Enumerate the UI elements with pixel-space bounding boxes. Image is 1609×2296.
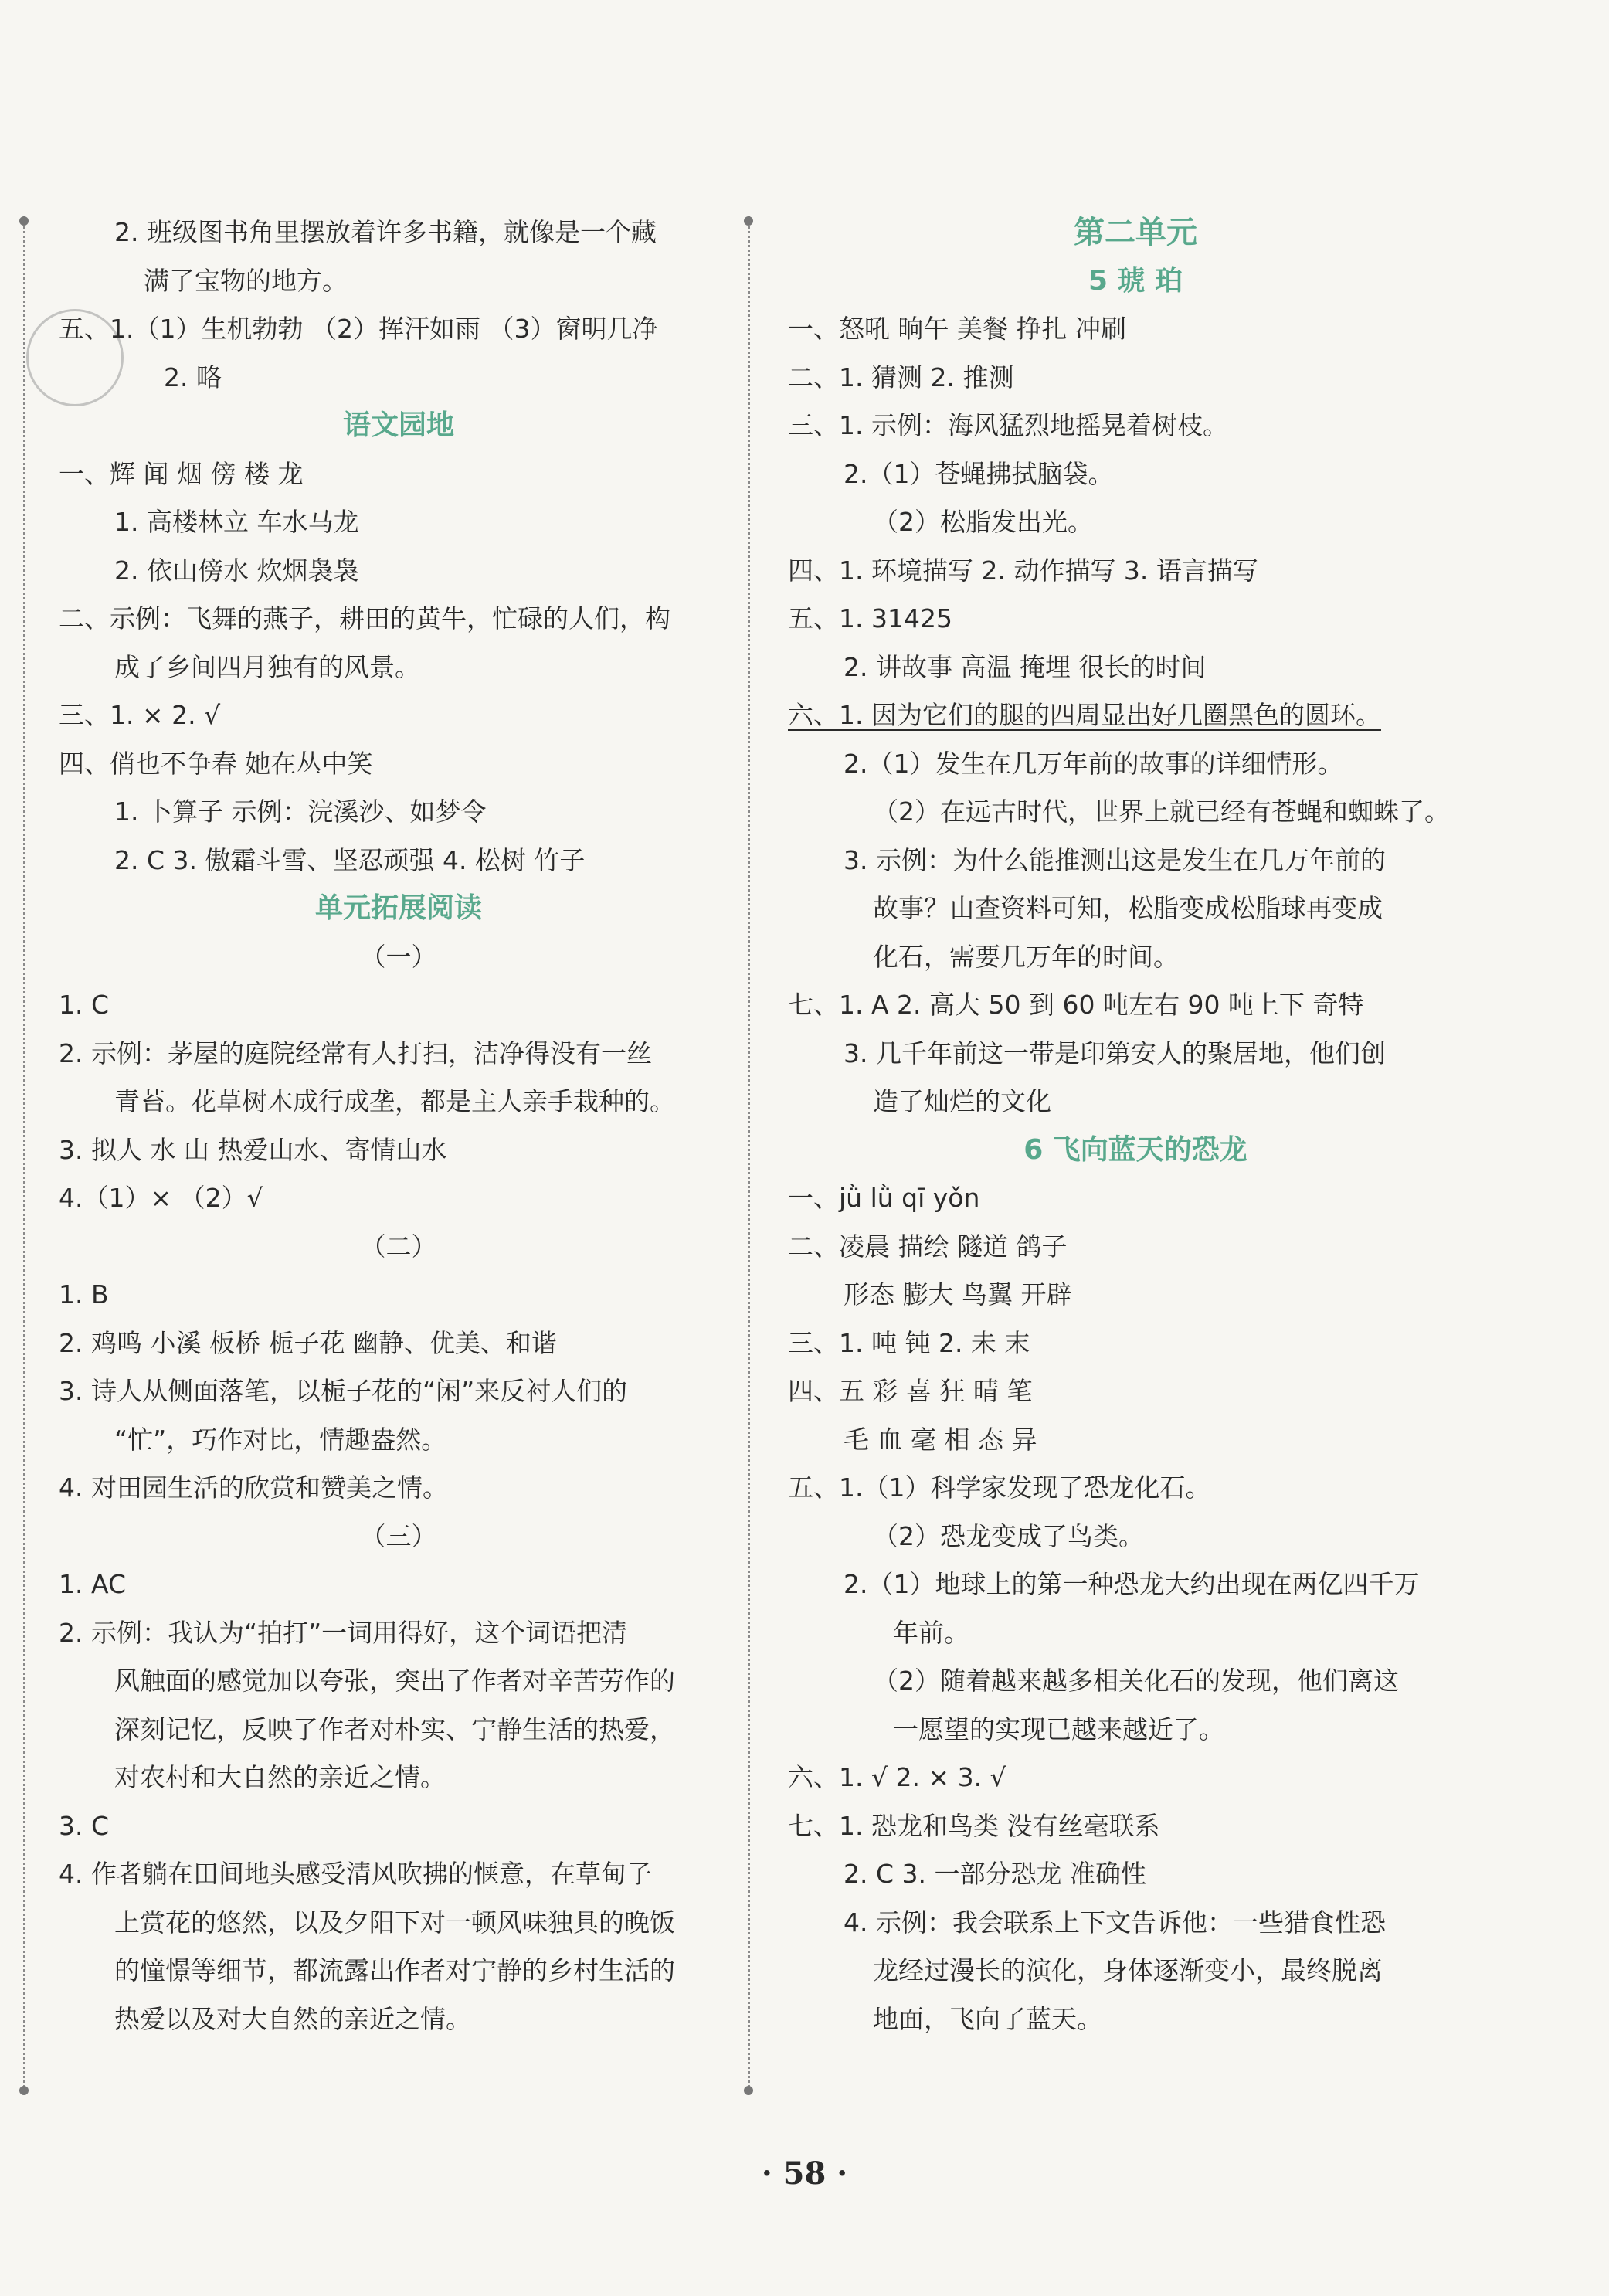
answer-line: 四、俏也不争春 她在丛中笑 bbox=[59, 748, 373, 779]
margin-bead bbox=[19, 216, 29, 226]
answer-line: 一愿望的实现已越来越近了。 bbox=[893, 1714, 1224, 1744]
answer-line: 青苔。花草树木成行成垄，都是主人亲手栽种的。 bbox=[114, 1086, 675, 1116]
answer-line: 4. 示例：我会联系上下文告诉他：一些猎食性恐 bbox=[844, 1907, 1386, 1938]
answer-line: （2）随着越来越多相关化石的发现，他们离这 bbox=[873, 1666, 1399, 1696]
answer-line: 2.（1）苍蝇拂拭脑袋。 bbox=[844, 458, 1114, 489]
answer-line: 3. 诗人从侧面落笔，以栀子花的“闲”来反衬人们的 bbox=[59, 1376, 628, 1406]
answer-line: 对农村和大自然的亲近之情。 bbox=[114, 1762, 446, 1792]
subsection-heading: （一） bbox=[360, 941, 437, 972]
answer-line: （2）在远古时代，世界上就已经有苍蝇和蜘蛛了。 bbox=[873, 796, 1450, 827]
section-heading: 5 琥 珀 bbox=[1088, 264, 1183, 297]
answer-line: 二、示例：飞舞的燕子，耕田的黄牛，忙碌的人们，构 bbox=[59, 603, 670, 633]
answer-line: 造了灿烂的文化 bbox=[873, 1086, 1051, 1116]
answer-line: 1. B bbox=[59, 1279, 109, 1309]
answer-line: 4.（1）× （2）√ bbox=[59, 1183, 263, 1213]
answer-line: 3. 拟人 水 山 热爱山水、寄情山水 bbox=[59, 1134, 447, 1165]
answer-line: 形态 膨大 鸟翼 开辟 bbox=[844, 1279, 1072, 1309]
answer-line: 三、1. × 2. √ bbox=[59, 700, 221, 730]
answer-line: 3. C bbox=[59, 1810, 110, 1841]
subsection-heading: （二） bbox=[360, 1231, 437, 1262]
divider-bead bbox=[744, 216, 753, 226]
answer-line: 满了宝物的地方。 bbox=[144, 265, 348, 296]
answer-line: 2.（1）发生在几万年前的故事的详细情形。 bbox=[844, 748, 1343, 779]
answer-line: 五、1.（1）科学家发现了恐龙化石。 bbox=[788, 1472, 1211, 1503]
answer-line: 2. 讲故事 高温 掩埋 很长的时间 bbox=[844, 651, 1207, 682]
answer-line: 二、1. 猜测 2. 推测 bbox=[788, 362, 1014, 392]
answer-line: 六、1. 因为它们的腿的四周显出好几圈黑色的圆环。 bbox=[788, 700, 1381, 730]
answer-line: 2. C 3. 一部分恐龙 准确性 bbox=[844, 1859, 1146, 1889]
answer-line: “忙”，巧作对比，情趣盎然。 bbox=[114, 1424, 447, 1455]
answer-line: 化石，需要几万年的时间。 bbox=[873, 941, 1179, 972]
answer-line: 2. 鸡鸣 小溪 板桥 栀子花 幽静、优美、和谐 bbox=[59, 1327, 557, 1358]
answer-line: 二、凌晨 描绘 隧道 鸽子 bbox=[788, 1231, 1068, 1262]
answer-line: 4. 对田园生活的欣赏和赞美之情。 bbox=[59, 1472, 448, 1503]
page-number: · 58 · bbox=[761, 2155, 848, 2192]
answer-line: 的憧憬等细节，都流露出作者对宁静的乡村生活的 bbox=[114, 1955, 675, 1985]
answer-line: 一、怒吼 晌午 美餐 挣扎 冲刷 bbox=[788, 314, 1126, 344]
answer-line: 龙经过漫长的演化，身体逐渐变小，最终脱离 bbox=[873, 1955, 1383, 1985]
answer-line: 五、1. 31425 bbox=[788, 603, 952, 633]
answer-line: 毛 血 毫 相 态 异 bbox=[844, 1424, 1037, 1455]
answer-line: 四、1. 环境描写 2. 动作描写 3. 语言描写 bbox=[788, 555, 1258, 586]
answer-line: 地面，飞向了蓝天。 bbox=[873, 2003, 1102, 2034]
answer-line: 热爱以及对大自然的亲近之情。 bbox=[114, 2003, 471, 2034]
answer-line: 1. 卜算子 示例：浣溪沙、如梦令 bbox=[114, 796, 487, 827]
answer-line: 深刻记忆，反映了作者对朴实、宁静生活的热爱， bbox=[114, 1714, 675, 1744]
answer-line: 2. 略 bbox=[164, 362, 222, 392]
column-divider bbox=[748, 216, 755, 2094]
answer-line: 三、1. 吨 钝 2. 未 末 bbox=[788, 1327, 1030, 1358]
answer-line: 成了乡间四月独有的风景。 bbox=[114, 651, 420, 682]
left-column bbox=[59, 209, 738, 2043]
answer-line: 四、五 彩 喜 狂 晴 笔 bbox=[788, 1376, 1033, 1406]
answer-line: 一、jǜ lǜ qī yǒn bbox=[788, 1183, 980, 1213]
answer-line: 2. 示例：茅屋的庭院经常有人打扫，洁净得没有一丝 bbox=[59, 1038, 652, 1068]
answer-line: 风触面的感觉加以夸张，突出了作者对辛苦劳作的 bbox=[114, 1666, 675, 1696]
answer-line: 七、1. A 2. 高大 50 到 60 吨左右 90 吨上下 奇特 bbox=[788, 990, 1364, 1020]
answer-line: 4. 作者躺在田间地头感受清风吹拂的惬意，在草甸子 bbox=[59, 1859, 652, 1889]
answer-line: 1. AC bbox=[59, 1569, 127, 1599]
answer-line: 2. C 3. 傲霜斗雪、坚忍顽强 4. 松树 竹子 bbox=[114, 844, 586, 875]
answer-line: 1. 高楼林立 车水马龙 bbox=[114, 507, 359, 537]
answer-line: 三、1. 示例：海风猛烈地摇晃着树枝。 bbox=[788, 410, 1228, 440]
section-heading: 语文园地 bbox=[342, 409, 454, 441]
answer-line: （2）恐龙变成了鸟类。 bbox=[873, 1520, 1144, 1551]
answer-line: 故事？由查资料可知，松脂变成松脂球再变成 bbox=[873, 893, 1383, 923]
answer-line: 1. C bbox=[59, 990, 110, 1020]
subsection-heading: （三） bbox=[360, 1520, 437, 1551]
right-column bbox=[788, 209, 1483, 2043]
answer-line: （2）松脂发出光。 bbox=[873, 507, 1093, 537]
section-heading: 单元拓展阅读 bbox=[314, 892, 482, 924]
divider-bead bbox=[744, 2086, 753, 2095]
margin-bead bbox=[19, 2086, 29, 2095]
answer-line: 2. 示例：我认为“拍打”一词用得好，这个词语把清 bbox=[59, 1617, 628, 1648]
answer-line: 2. 依山傍水 炊烟袅袅 bbox=[114, 555, 359, 586]
section-heading: 6 飞向蓝天的恐龙 bbox=[1023, 1133, 1247, 1166]
answer-line: 五、1.（1）生机勃勃 （2）挥汗如雨 （3）窗明几净 bbox=[59, 314, 658, 344]
answer-line: 上赏花的悠然，以及夕阳下对一顿风味独具的晚饭 bbox=[114, 1907, 675, 1938]
answer-line: 七、1. 恐龙和鸟类 没有丝毫联系 bbox=[788, 1810, 1160, 1841]
section-heading: 第二单元 bbox=[1074, 215, 1197, 250]
answer-line: 2. 班级图书角里摆放着许多书籍，就像是一个藏 bbox=[114, 217, 657, 247]
answer-line: 3. 示例：为什么能推测出这是发生在几万年前的 bbox=[844, 844, 1386, 875]
answer-line: 2.（1）地球上的第一种恐龙大约出现在两亿四千万 bbox=[844, 1569, 1420, 1599]
answer-line: 六、1. √ 2. × 3. √ bbox=[788, 1762, 1006, 1792]
answer-line: 一、辉 闻 烟 傍 楼 龙 bbox=[59, 458, 304, 489]
answer-line: 3. 几千年前这一带是印第安人的聚居地，他们创 bbox=[844, 1038, 1386, 1068]
answer-line: 年前。 bbox=[893, 1617, 969, 1648]
left-margin-rule bbox=[23, 216, 30, 2094]
